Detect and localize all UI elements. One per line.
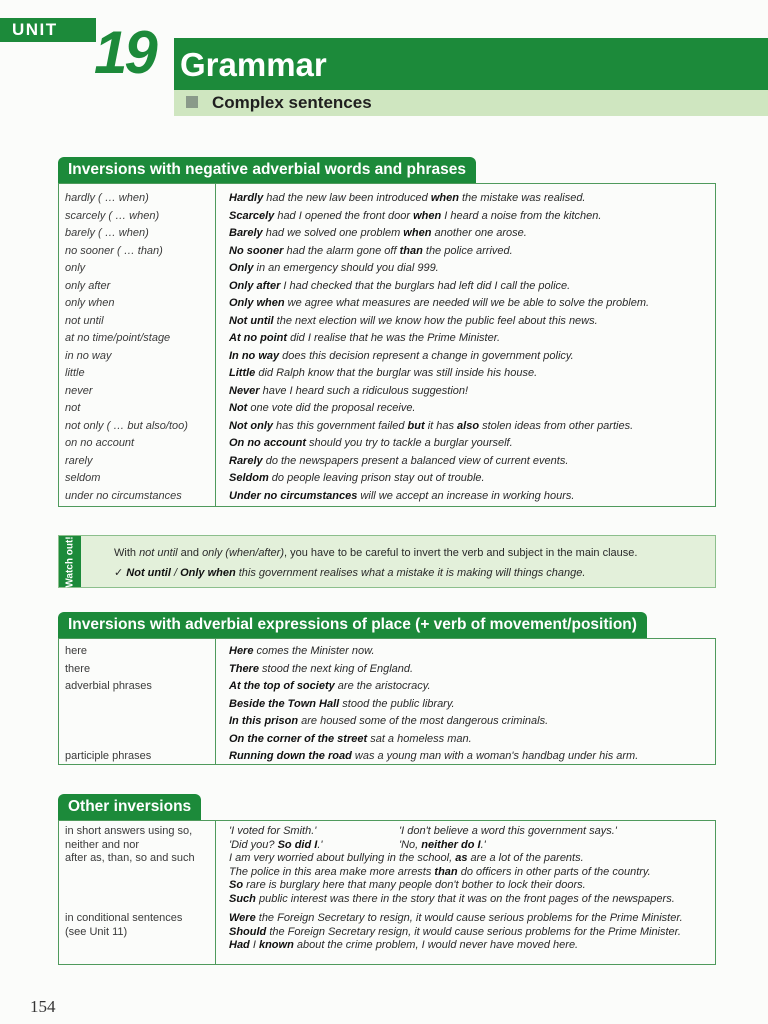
- unit-number: 19: [94, 19, 155, 86]
- row-example: Seldom do people leaving prison stay out of trouble.: [229, 472, 485, 484]
- square-bullet-icon: [186, 96, 198, 108]
- row-example: At the top of society are the aristocracy.: [229, 680, 431, 692]
- watch-out-tab: [59, 536, 81, 587]
- row-example: I am very worried about bullying in the school, as are a lot of the parents.: [229, 852, 584, 864]
- row-example: At no point did I realise that he was the Prime Minister.: [229, 332, 501, 344]
- row-example: Should the Foreign Secretary resign, it would cause serious problems for the Prime Minister.: [229, 925, 681, 938]
- rows: [59, 643, 715, 766]
- row-example: So rare is burglary here that many people don't bother to lock their doors.: [229, 879, 586, 891]
- row-example: Only after I had checked that the burglars had left did I call the police.: [229, 279, 571, 292]
- row-label: scarcely ( … when): [65, 209, 160, 222]
- row-example: Were the Foreign Secretary to resign, it would cause serious problems for the Prime Minister.: [229, 912, 683, 924]
- row-label: at no time/point/stage: [65, 332, 171, 344]
- watch-out-label: Watch out!: [64, 535, 76, 588]
- row-example: Rarely do the newspapers present a balanced view of current events.: [229, 454, 569, 467]
- row-label: rarely: [65, 454, 93, 467]
- table-row: [59, 488, 715, 506]
- row-label: (see Unit 11): [65, 925, 128, 938]
- table-row: [59, 313, 715, 331]
- row-label: here: [65, 645, 88, 657]
- table-row: [59, 453, 715, 471]
- row-label: seldom: [65, 472, 101, 484]
- row-label: under no circumstances: [65, 489, 182, 502]
- row-example: Never have I heard such a ridiculous suggestion!: [229, 384, 469, 397]
- table-row: [59, 470, 715, 488]
- row-label: little: [65, 367, 85, 379]
- row-label: participle phrases: [65, 750, 152, 762]
- section-negative-adverbials: [58, 157, 716, 507]
- row-example: Not until the next election will we know how the public feel about this news.: [229, 314, 598, 327]
- row-label: [59, 696, 223, 714]
- row-example: No sooner had the alarm gone off than the police arrived.: [229, 244, 513, 257]
- table-row: [59, 435, 715, 453]
- table-row: [59, 678, 715, 696]
- row-label: there: [65, 662, 91, 675]
- row-example: Only when we agree what measures are needed will we be able to solve the problem.: [229, 297, 650, 309]
- table-row: [59, 825, 715, 839]
- rows: [59, 825, 715, 953]
- row-label: neither and nor: [65, 838, 139, 851]
- row-example: Under no circumstances will we accept an increase in working hours.: [229, 489, 575, 502]
- table-row: [59, 661, 715, 679]
- row-example: Such public interest was there in the story that it was on the front pages of the newspapers.: [229, 892, 675, 905]
- row-example: There stood the next king of England.: [229, 662, 414, 675]
- table-row: [59, 696, 715, 714]
- table-row: [59, 383, 715, 401]
- row-label: only after: [65, 279, 111, 292]
- row-label: after as, than, so and such: [65, 852, 195, 864]
- section-body: [58, 820, 716, 965]
- table-row: [59, 208, 715, 226]
- row-label: [59, 939, 223, 953]
- row-label: hardly ( … when): [65, 192, 149, 204]
- row-label: [59, 866, 223, 880]
- row-label: in conditional sentences: [65, 912, 183, 924]
- unit-label: UNIT: [12, 20, 58, 39]
- row-example: Barely had we solved one problem when another one arose.: [229, 227, 527, 239]
- watch-out-box: [58, 535, 716, 588]
- row-example: In no way does this decision represent a change in government policy.: [229, 349, 574, 362]
- section-title: Inversions with negative adverbial words and phrases: [58, 157, 476, 183]
- row-example: Only in an emergency should you dial 999.: [229, 262, 439, 274]
- column-divider: [215, 184, 216, 506]
- page-number: 154: [30, 997, 56, 1016]
- section-title: Other inversions: [58, 794, 201, 820]
- row-example: In this prison are housed some of the most dangerous criminals.: [229, 715, 549, 727]
- column-divider: [215, 821, 216, 964]
- section-body: [58, 638, 716, 765]
- row-example: Here comes the Minister now.: [229, 645, 375, 657]
- row-label: adverbial phrases: [65, 680, 152, 692]
- table-row: [59, 400, 715, 418]
- row-label: [59, 713, 223, 731]
- table-row: [59, 190, 715, 208]
- row-example: 'Did you? So did I.' 'No, neither do I.': [229, 838, 486, 851]
- table-row: [59, 866, 715, 880]
- rows: [59, 190, 715, 505]
- row-label: [59, 893, 223, 907]
- watch-out-example: ✓ Not until / Only when this government realises what a mistake it is making will things change.: [114, 567, 586, 579]
- row-label: no sooner ( … than): [65, 244, 163, 257]
- row-label: [59, 731, 223, 749]
- table-row: [59, 348, 715, 366]
- table-row: [59, 893, 715, 907]
- row-example: 'I voted for Smith.' 'I don't believe a word this government says.': [229, 825, 617, 837]
- row-label: only when: [65, 297, 115, 309]
- table-row: [59, 365, 715, 383]
- row-example: On no account should you try to tackle a burglar yourself.: [229, 437, 513, 449]
- row-example: Little did Ralph know that the burglar was still inside his house.: [229, 367, 538, 379]
- table-row: [59, 713, 715, 731]
- row-label: on no account: [65, 437, 135, 449]
- row-example: Scarcely had I opened the front door when I heard a noise from the kitchen.: [229, 209, 602, 222]
- table-row: [59, 879, 715, 893]
- row-example: The police in this area make more arrests than do officers in other parts of the country.: [229, 865, 651, 878]
- section-other-inversions: [58, 794, 716, 965]
- row-label: not only ( … but also/too): [65, 419, 188, 432]
- table-row: [59, 278, 715, 296]
- section-title: Inversions with adverbial expressions of place (+ verb of movement/position): [58, 612, 647, 638]
- table-row: [59, 839, 715, 853]
- row-example: Not only has this government failed but it has also stolen ideas from other parties.: [229, 419, 634, 432]
- row-label: in short answers using so,: [65, 825, 193, 837]
- row-example: Not one vote did the proposal receive.: [229, 402, 416, 414]
- table-row: [59, 295, 715, 313]
- row-example: Beside the Town Hall stood the public library.: [229, 697, 455, 710]
- row-label: not until: [65, 314, 104, 327]
- row-label: barely ( … when): [65, 227, 149, 239]
- row-label: not: [65, 402, 81, 414]
- table-row: [59, 225, 715, 243]
- row-label: only: [65, 262, 86, 274]
- section-place-inversions: [58, 612, 716, 765]
- row-example: Hardly had the new law been introduced when the mistake was realised.: [229, 192, 586, 204]
- table-row: [59, 731, 715, 749]
- row-example: On the corner of the street sat a homeless man.: [229, 732, 472, 745]
- row-example: Had I known about the crime problem, I would never have moved here.: [229, 939, 579, 951]
- table-row: [59, 330, 715, 348]
- section-body: [58, 183, 716, 507]
- watch-out-text: With not until and only (when/after), you have to be careful to invert the verb and subject in the main clause.: [114, 547, 638, 559]
- table-row: [59, 260, 715, 278]
- page-title: Grammar: [180, 46, 327, 83]
- table-row: [59, 926, 715, 940]
- table-row: [59, 852, 715, 866]
- table-row: [59, 748, 715, 766]
- row-label: in no way: [65, 349, 112, 362]
- table-row: [59, 643, 715, 661]
- table-row: [59, 243, 715, 261]
- row-example: Running down the road was a young man with a woman's handbag under his arm.: [229, 750, 639, 762]
- row-label: never: [65, 384, 93, 397]
- column-divider: [215, 639, 216, 764]
- row-label: [59, 879, 223, 893]
- page-subtitle: Complex sentences: [212, 93, 372, 112]
- table-row: [59, 912, 715, 926]
- table-row: [59, 418, 715, 436]
- table-row: [59, 939, 715, 953]
